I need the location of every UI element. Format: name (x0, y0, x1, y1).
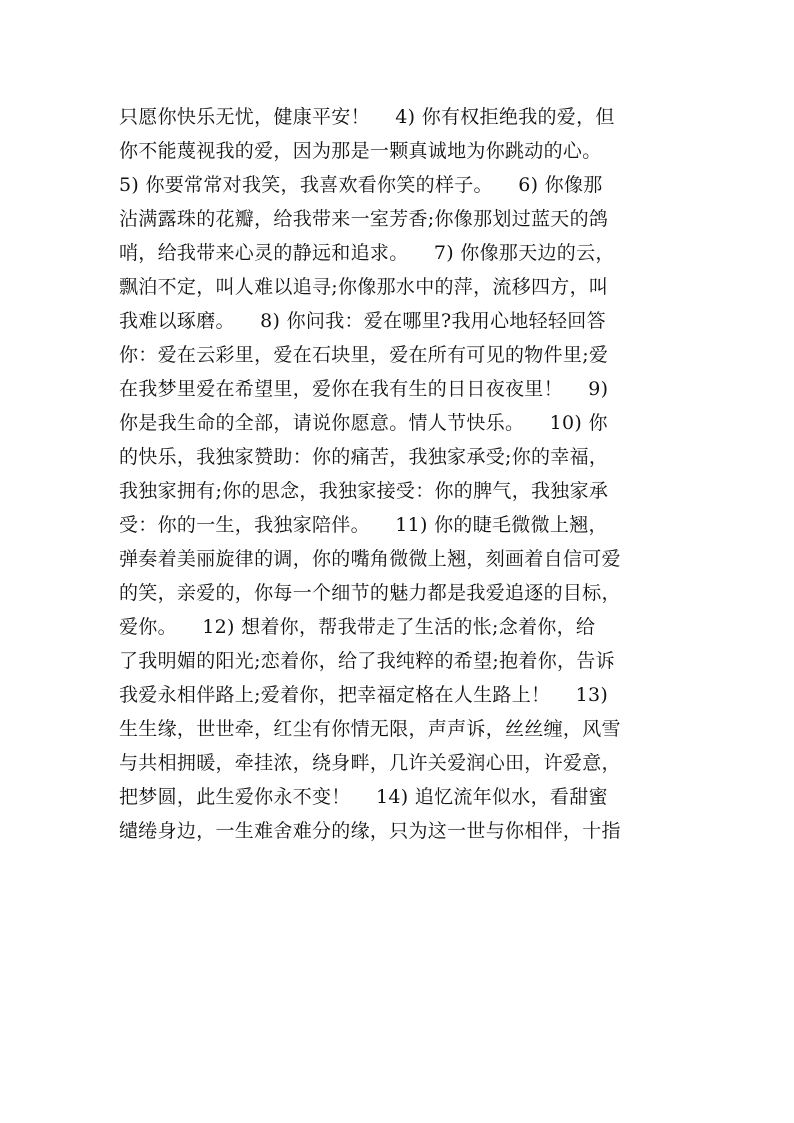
text-line: 在我梦里爱在希望里，爱你在我有生的日日夜夜里！ 9) (119, 378, 609, 400)
text-line: 我爱永相伴路上;爱着你，把幸福定格在人生路上！ 13) (119, 684, 609, 706)
text-line: 爱你。 12) 想着你，帮我带走了生活的怅;念着你，给 (119, 616, 596, 638)
text-line: 你是我生命的全部，请说你愿意。情人节快乐。 10) 你 (119, 412, 608, 434)
text-line: 飘泊不定，叫人难以追寻;你像那水中的萍，流移四方，叫 (119, 276, 609, 298)
body-text (119, 100, 699, 848)
text-line: 我难以琢磨。 8) 你问我：爱在哪里?我用心地轻轻回答 (119, 310, 606, 332)
text-line: 了我明媚的阳光;恋着你，给了我纯粹的希望;抱着你，告诉 (119, 650, 615, 672)
text-line: 弹奏着美丽旋律的调，你的嘴角微微上翘，刻画着自信可爱 (119, 548, 621, 570)
text-line: 的笑，亲爱的，你每一个细节的魅力都是我爱追逐的目标， (119, 582, 621, 604)
text-line: 受：你的一生，我独家陪伴。 11) 你的睫毛微微上翘， (119, 514, 608, 536)
text-line: 你不能蔑视我的爱，因为那是一颗真诚地为你跳动的心。 (119, 140, 602, 162)
text-line: 哨，给我带来心灵的静远和追求。 7) 你像那天边的云， (119, 242, 615, 264)
text-line: 的快乐，我独家赞助：你的痛苦，我独家承受;你的幸福， (119, 446, 609, 468)
text-line: 把梦圆，此生爱你永不变！ 14) 追忆流年似水，看甜蜜 (119, 786, 608, 808)
text-line: 我独家拥有;你的思念，我独家接受：你的脾气，我独家承 (119, 480, 609, 502)
text-line: 沾满露珠的花瓣，给我带来一室芳香;你像那划过蓝天的鸽 (119, 208, 609, 230)
text-line: 5) 你要常常对我笑，我喜欢看你笑的样子。 6) 你像那 (119, 174, 603, 196)
text-line: 只愿你快乐无忧，健康平安！ 4) 你有权拒绝我的爱，但 (119, 106, 615, 128)
text-line: 缱绻身边，一生难舍难分的缘，只为这一世与你相伴，十指 (119, 820, 621, 842)
text-line: 生生缘，世世牵，红尘有你情无限，声声诉，丝丝缠，风雪 (119, 718, 621, 740)
text-line: 你：爱在云彩里，爱在石块里，爱在所有可见的物件里;爱 (119, 344, 609, 366)
text-line: 与共相拥暖，牵挂浓，绕身畔，几许关爱润心田，许爱意， (119, 752, 621, 774)
